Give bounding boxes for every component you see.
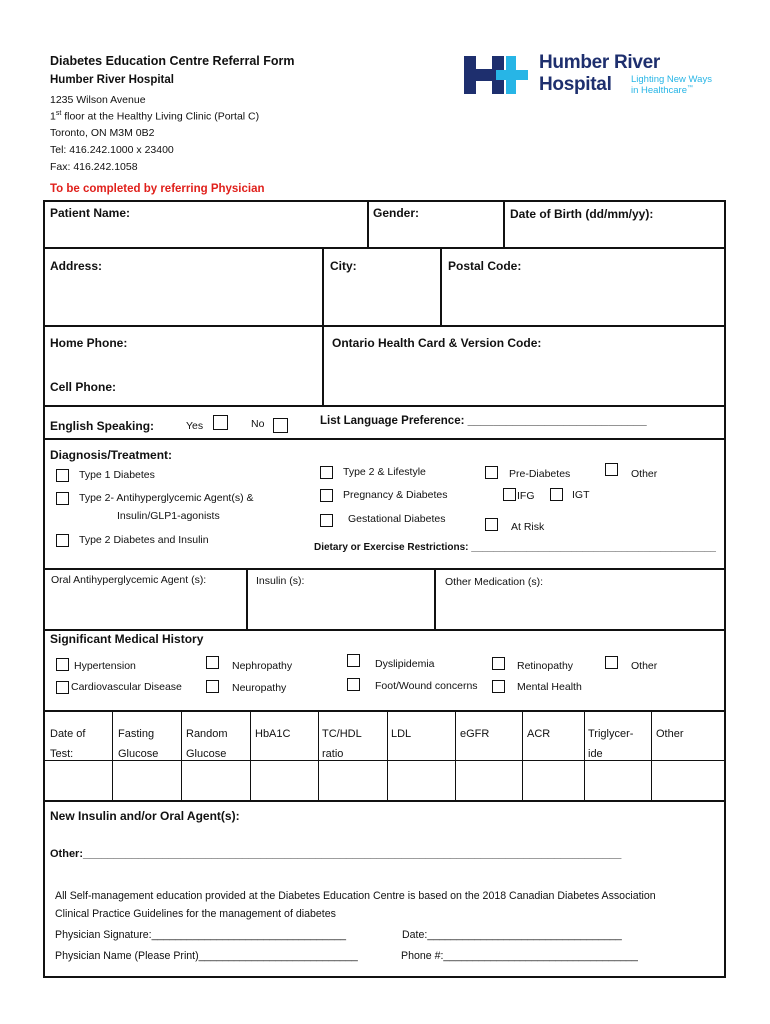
english-speaking-label: English Speaking: bbox=[50, 419, 155, 433]
hypertension-label: Hypertension bbox=[74, 660, 136, 672]
logo-text-line-1: Humber River bbox=[539, 52, 660, 73]
lab-header-random bbox=[186, 724, 228, 764]
type2-insulin-checkbox[interactable] bbox=[56, 534, 69, 547]
lab-header-acr-1: ACR bbox=[527, 728, 551, 740]
form-title: Diabetes Education Centre Referral Form bbox=[50, 54, 295, 68]
nephropathy-checkbox[interactable] bbox=[206, 656, 219, 669]
lab-header-other-1: Other bbox=[656, 728, 684, 740]
lab-header-fasting bbox=[118, 724, 158, 764]
lab-header-hba1c bbox=[255, 724, 290, 744]
diagnosis-other-checkbox[interactable] bbox=[605, 463, 618, 476]
language-preference-field[interactable]: List Language Preference: ____________________________ bbox=[320, 415, 647, 427]
english-no-checkbox[interactable] bbox=[273, 418, 288, 433]
type2-insulin-label: Type 2 Diabetes and Insulin bbox=[79, 534, 209, 546]
dyslipidemia-label: Dyslipidemia bbox=[375, 658, 435, 670]
cardiovascular-checkbox[interactable] bbox=[56, 681, 69, 694]
physician-signature-field[interactable]: Physician Signature:_________________________________ bbox=[55, 929, 347, 941]
address-line-1: 1235 Wilson Avenue bbox=[50, 94, 146, 106]
lab-header-date-2: Test: bbox=[50, 748, 74, 760]
retinopathy-label: Retinopathy bbox=[517, 660, 574, 672]
type1-checkbox[interactable] bbox=[56, 469, 69, 482]
lab-header-random-2: Glucose bbox=[186, 748, 227, 760]
lab-header-triglyceride-2: ide bbox=[588, 748, 603, 760]
lab-header-egfr bbox=[460, 724, 489, 744]
history-other-checkbox[interactable] bbox=[605, 656, 618, 669]
lab-header-tchdl-2: ratio bbox=[322, 748, 344, 760]
hospital-name: Humber River Hospital bbox=[50, 74, 174, 86]
address-label: Address: bbox=[50, 259, 103, 273]
prediabetes-checkbox[interactable] bbox=[485, 466, 498, 479]
at-risk-label: At Risk bbox=[511, 521, 545, 533]
other-agents-field[interactable]: Other:________________________________________________________________________________________ bbox=[50, 848, 622, 860]
physician-name-field[interactable]: Physician Name (Please Print)___________________________ bbox=[55, 950, 358, 962]
gender-label: Gender: bbox=[373, 206, 420, 220]
no-label: No bbox=[251, 418, 265, 430]
date-field[interactable]: Date:_________________________________ bbox=[402, 929, 622, 941]
neuropathy-label: Neuropathy bbox=[232, 682, 287, 694]
ifg-label: IFG bbox=[517, 490, 535, 502]
insulin-label: Insulin (s): bbox=[256, 575, 305, 587]
health-card-label: Ontario Health Card & Version Code: bbox=[332, 336, 542, 350]
lab-cell-tchdl[interactable] bbox=[320, 762, 386, 799]
diagnosis-heading: Diagnosis/Treatment: bbox=[50, 448, 173, 462]
retinopathy-checkbox[interactable] bbox=[492, 657, 505, 670]
type2-agents-label-1: Type 2- Antihyperglycemic Agent(s) & bbox=[79, 492, 254, 504]
lab-header-hba1c-1: HbA1C bbox=[255, 728, 291, 740]
lab-cell-hba1c[interactable] bbox=[252, 762, 317, 799]
cda-statement-line-2: Clinical Practice Guidelines for the management of diabetes bbox=[55, 908, 336, 920]
other-medication-label: Other Medication (s): bbox=[445, 576, 544, 588]
lab-header-other bbox=[656, 724, 684, 744]
lab-header-tchdl bbox=[322, 724, 362, 764]
lab-cell-fasting[interactable] bbox=[114, 762, 180, 799]
foot-wound-label: Foot/Wound concerns bbox=[375, 680, 478, 692]
lab-cell-date[interactable] bbox=[45, 762, 111, 799]
lab-header-egfr-1: eGFR bbox=[460, 728, 490, 740]
pregnancy-checkbox[interactable] bbox=[320, 489, 333, 502]
home-phone-label: Home Phone: bbox=[50, 336, 128, 350]
lab-cell-triglyceride[interactable] bbox=[586, 762, 650, 799]
neuropathy-checkbox[interactable] bbox=[206, 680, 219, 693]
type2-agents-label-2: Insulin/GLP1-agonists bbox=[117, 510, 220, 522]
gestational-label: Gestational Diabetes bbox=[348, 513, 446, 525]
igt-label: IGT bbox=[572, 489, 590, 501]
patient-name-label: Patient Name: bbox=[50, 206, 131, 220]
telephone: Tel: 416.242.1000 x 23400 bbox=[50, 144, 174, 156]
gestational-checkbox[interactable] bbox=[320, 514, 333, 527]
phone-field[interactable]: Phone #:_________________________________ bbox=[401, 950, 638, 962]
lab-cell-random[interactable] bbox=[183, 762, 249, 799]
medical-history-heading: Significant Medical History bbox=[50, 632, 204, 646]
logo-trademark: ™ bbox=[686, 85, 693, 91]
oral-agent-label: Oral Antihyperglycemic Agent (s): bbox=[51, 574, 207, 586]
lab-header-triglyceride bbox=[588, 724, 633, 764]
lab-header-fasting-2: Glucose bbox=[118, 748, 159, 760]
dyslipidemia-checkbox[interactable] bbox=[347, 654, 360, 667]
lab-header-triglyceride-1: Triglycer- bbox=[588, 728, 634, 740]
hospital-logo-icon bbox=[462, 54, 530, 96]
address-line-2 bbox=[50, 110, 259, 123]
history-other-label: Other bbox=[631, 660, 658, 672]
ifg-checkbox[interactable] bbox=[503, 488, 516, 501]
prediabetes-label: Pre-Diabetes bbox=[509, 468, 571, 480]
postal-code-label: Postal Code: bbox=[448, 259, 522, 273]
city-label: City: bbox=[330, 259, 357, 273]
lab-cell-egfr[interactable] bbox=[457, 762, 521, 799]
physician-requirement-note: To be completed by referring Physician bbox=[50, 183, 265, 195]
hypertension-checkbox[interactable] bbox=[56, 658, 69, 671]
address-line-3: Toronto, ON M3M 0B2 bbox=[50, 127, 155, 139]
lab-header-acr bbox=[527, 724, 550, 744]
cell-phone-label: Cell Phone: bbox=[50, 380, 117, 394]
dietary-restrictions-field[interactable]: Dietary or Exercise Restrictions: ____________________________________________ bbox=[314, 542, 716, 553]
type1-label: Type 1 Diabetes bbox=[79, 469, 155, 481]
lab-header-date-1: Date of bbox=[50, 728, 86, 740]
lab-header-random-1: Random bbox=[186, 728, 228, 740]
type2-lifestyle-checkbox[interactable] bbox=[320, 466, 333, 479]
fax: Fax: 416.242.1058 bbox=[50, 161, 138, 173]
lab-cell-ldl[interactable] bbox=[389, 762, 454, 799]
logo-tagline-1: Lighting New Ways bbox=[631, 74, 712, 85]
english-yes-checkbox[interactable] bbox=[213, 415, 228, 430]
lab-header-fasting-1: Fasting bbox=[118, 728, 155, 740]
foot-wound-checkbox[interactable] bbox=[347, 678, 360, 691]
new-agents-label: New Insulin and/or Oral Agent(s): bbox=[50, 809, 240, 823]
logo-tagline-2-text: in Healthcare bbox=[631, 85, 687, 96]
pregnancy-label: Pregnancy & Diabetes bbox=[343, 489, 448, 501]
yes-label: Yes bbox=[186, 420, 204, 432]
mental-health-label: Mental Health bbox=[517, 681, 582, 693]
logo-text-line-2: Hospital bbox=[539, 74, 612, 95]
logo-tagline-2 bbox=[631, 85, 693, 96]
lab-cell-other[interactable] bbox=[653, 762, 723, 799]
igt-checkbox[interactable] bbox=[550, 488, 563, 501]
type2-agents-checkbox[interactable] bbox=[56, 492, 69, 505]
lab-header-ldl-1: LDL bbox=[391, 728, 412, 740]
lab-header-date bbox=[50, 724, 85, 764]
cda-statement-line-1: All Self-management education provided at the Diabetes Education Centre is based on the 2018 Canadian Diabetes Association bbox=[55, 890, 656, 902]
nephropathy-label: Nephropathy bbox=[232, 660, 293, 672]
diagnosis-other-label: Other bbox=[631, 468, 658, 480]
lab-header-ldl bbox=[391, 724, 411, 744]
dob-label: Date of Birth (dd/mm/yy): bbox=[510, 207, 654, 221]
lab-header-tchdl-1: TC/HDL bbox=[322, 728, 362, 740]
lab-cell-acr[interactable] bbox=[524, 762, 583, 799]
at-risk-checkbox[interactable] bbox=[485, 518, 498, 531]
cardiovascular-label: Cardiovascular Disease bbox=[71, 681, 182, 693]
type2-lifestyle-label: Type 2 & Lifestyle bbox=[343, 466, 426, 478]
floor-suffix: st bbox=[55, 110, 62, 117]
floor-description: floor at the Healthy Living Clinic (Portal C) bbox=[61, 110, 260, 123]
mental-health-checkbox[interactable] bbox=[492, 680, 505, 693]
floor-number: 1 bbox=[50, 110, 56, 123]
